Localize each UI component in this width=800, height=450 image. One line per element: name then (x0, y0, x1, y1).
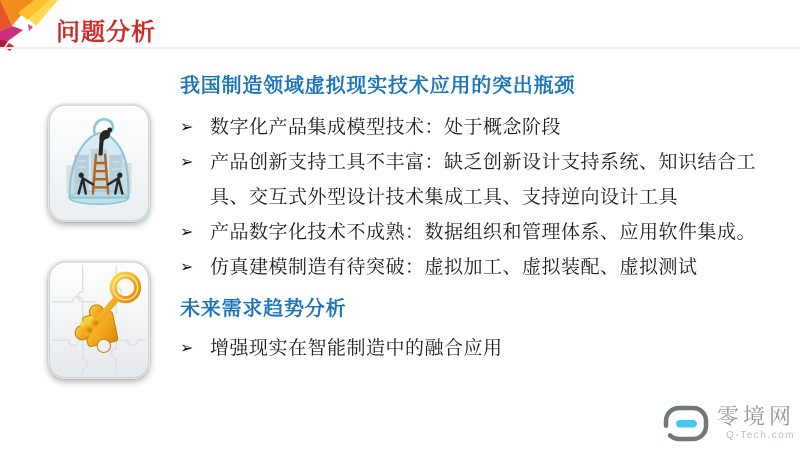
bullet-item (180, 331, 796, 366)
bullet-item (180, 250, 796, 285)
header-divider (0, 47, 800, 49)
arrow-bullet-icon: ➢ (180, 259, 194, 276)
content-area (180, 72, 796, 366)
page-title: 问题分析 (56, 19, 156, 46)
section2-heading: 未来需求趋势分析 (180, 298, 347, 320)
puzzle-key-icon (48, 261, 150, 379)
bullet-text: 增强现实在智能制造中的融合应用 (210, 338, 503, 359)
arrow-bullet-icon: ➢ (180, 154, 194, 171)
bullet-item (180, 215, 796, 250)
bullet-text: 产品创新支持工具不丰富：缺乏创新设计支持系统、知识结合工具、交互式外型设计技术集成工具、支持逆向设计工具 (210, 152, 757, 208)
bullet-text: 产品数字化技术不成熟：数据组织和管理体系、应用软件集成。 (210, 222, 757, 243)
bullet-text: 仿真建模制造有待突破：虚拟加工、虚拟装配、虚拟测试 (210, 257, 698, 278)
watermark-name: 零境网 (716, 403, 795, 429)
watermark-domain: Q-Tech.com (726, 429, 795, 441)
arrow-bullet-icon: ➢ (180, 224, 194, 241)
watermark (662, 402, 795, 444)
section1-bullet-list (180, 110, 796, 285)
watermark-logo-icon (662, 402, 710, 444)
bell-jar-bottleneck-icon (48, 104, 150, 222)
section1-heading: 我国制造领域虚拟现实技术应用的突出瓶颈 (180, 75, 576, 97)
bullet-item (180, 145, 796, 215)
arrow-bullet-icon: ➢ (180, 119, 194, 136)
section2-bullet-list (180, 331, 796, 366)
bullet-item (180, 110, 796, 145)
arrow-bullet-icon: ➢ (180, 340, 194, 357)
watermark-texts (717, 405, 795, 442)
bullet-text: 数字化产品集成模型技术：处于概念阶段 (210, 117, 562, 138)
